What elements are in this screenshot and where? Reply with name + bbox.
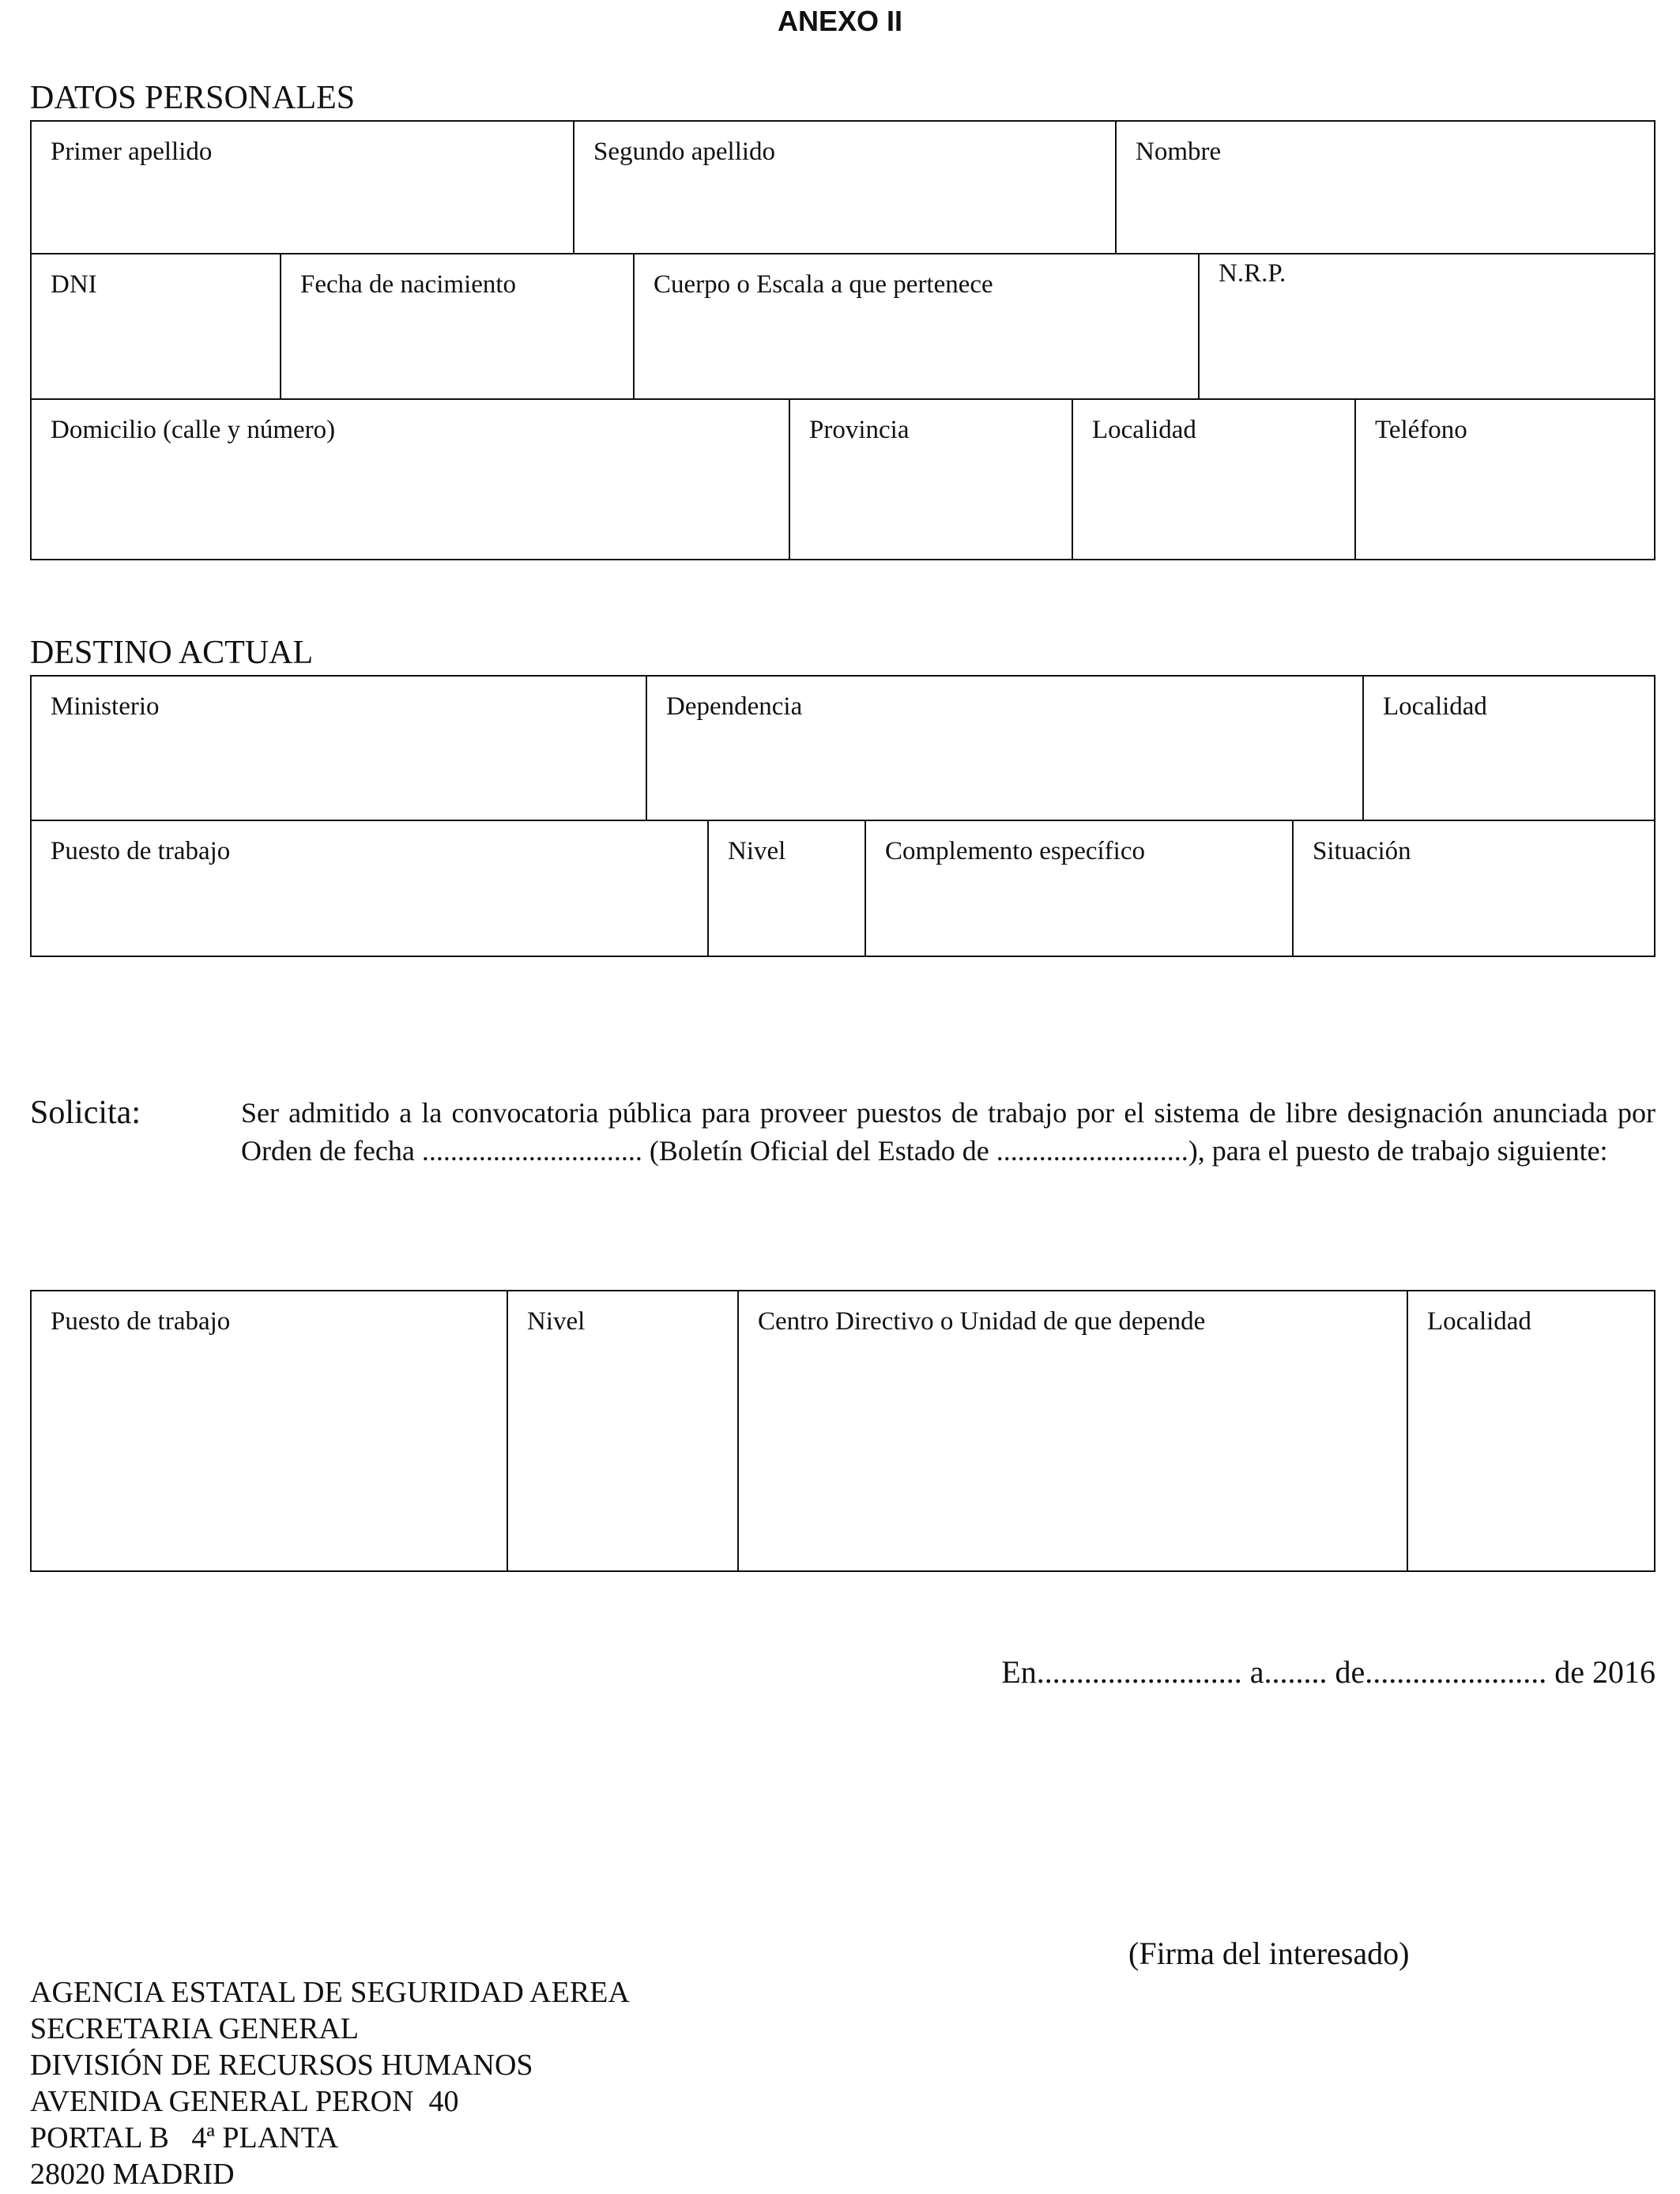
ministerio-label: Ministerio (51, 692, 160, 721)
address-line: PORTAL B 4ª PLANTA (30, 2121, 339, 2154)
puesto-solicitado-field[interactable] (32, 1291, 508, 1570)
destinatario-address (30, 1974, 630, 2192)
localidad-destino-field[interactable] (1364, 677, 1654, 821)
nivel-actual-label: Nivel (728, 837, 786, 865)
document-title: ANEXO II (777, 5, 903, 37)
fecha-nacimiento-field[interactable] (281, 254, 635, 400)
destino-actual-heading: DESTINO ACTUAL (30, 635, 314, 671)
nivel-solicitado-label: Nivel (527, 1307, 586, 1336)
nivel-actual-field[interactable] (709, 821, 866, 956)
situacion-field[interactable] (1294, 821, 1654, 956)
centro-directivo-label: Centro Directivo o Unidad de que depende (758, 1307, 1206, 1336)
nrp-label: N.R.P. (1219, 259, 1286, 288)
solicita-label: Solicita: (30, 1095, 141, 1131)
datos-personales-heading: DATOS PERSONALES (30, 80, 356, 116)
puesto-actual-field[interactable] (32, 821, 709, 956)
address-line: AVENIDA GENERAL PERON 40 (30, 2085, 459, 2118)
domicilio-label: Domicilio (calle y número) (51, 416, 336, 444)
centro-directivo-field[interactable] (739, 1291, 1408, 1570)
localidad-label: Localidad (1092, 416, 1196, 444)
nombre-label: Nombre (1136, 138, 1222, 166)
domicilio-field[interactable] (32, 400, 790, 559)
solicita-text: Ser admitido a la convocatoria pública para proveer puestos de trabajo por el sistema de libre designación anunciada por Orden de fecha ............................... (Boletín Oficial del Estado de ...........................), para el puesto de trabajo siguiente: (241, 1097, 1656, 1167)
segundo-apellido-label: Segundo apellido (593, 138, 776, 166)
telefono-field[interactable] (1356, 400, 1654, 559)
complemento-especifico-label: Complemento específico (885, 837, 1145, 865)
localidad-destino-label: Localidad (1383, 692, 1487, 721)
address-line: 28020 MADRID (30, 2158, 235, 2191)
address-line: AGENCIA ESTATAL DE SEGURIDAD AEREA (30, 1976, 630, 2009)
cuerpo-escala-label: Cuerpo o Escala a que pertenece (654, 270, 993, 299)
primer-apellido-label: Primer apellido (51, 138, 213, 166)
dependencia-field[interactable] (647, 677, 1364, 821)
address-line: SECRETARIA GENERAL (30, 2012, 360, 2045)
dependencia-label: Dependencia (666, 692, 803, 721)
puesto-solicitado-label: Puesto de trabajo (51, 1307, 231, 1336)
address-line: DIVISIÓN DE RECURSOS HUMANOS (30, 2049, 533, 2082)
provincia-label: Provincia (809, 416, 910, 444)
primer-apellido-field[interactable] (32, 122, 574, 254)
fecha-lugar-line: En.......................... a........ de....................... de 2016 (1001, 1654, 1656, 1690)
ministerio-field[interactable] (32, 677, 647, 821)
provincia-field[interactable] (790, 400, 1073, 559)
complemento-especifico-field[interactable] (866, 821, 1294, 956)
dni-field[interactable] (32, 254, 281, 400)
situacion-label: Situación (1313, 837, 1411, 865)
telefono-label: Teléfono (1375, 416, 1467, 444)
cuerpo-escala-field[interactable] (635, 254, 1200, 400)
segundo-apellido-field[interactable] (574, 122, 1117, 254)
localidad-solicitada-label: Localidad (1427, 1307, 1531, 1336)
dni-label: DNI (51, 270, 97, 299)
puesto-solicitado-table (30, 1290, 1656, 1572)
destino-actual-table (30, 675, 1656, 957)
nombre-field[interactable] (1117, 122, 1654, 254)
localidad-field[interactable] (1073, 400, 1356, 559)
fecha-nacimiento-label: Fecha de nacimiento (300, 270, 517, 299)
nivel-solicitado-field[interactable] (508, 1291, 739, 1570)
firma-label: (Firma del interesado) (1128, 1936, 1410, 1971)
nrp-field[interactable] (1200, 254, 1654, 400)
puesto-actual-label: Puesto de trabajo (51, 837, 231, 865)
localidad-solicitada-field[interactable] (1408, 1291, 1654, 1570)
datos-personales-table (30, 120, 1656, 560)
